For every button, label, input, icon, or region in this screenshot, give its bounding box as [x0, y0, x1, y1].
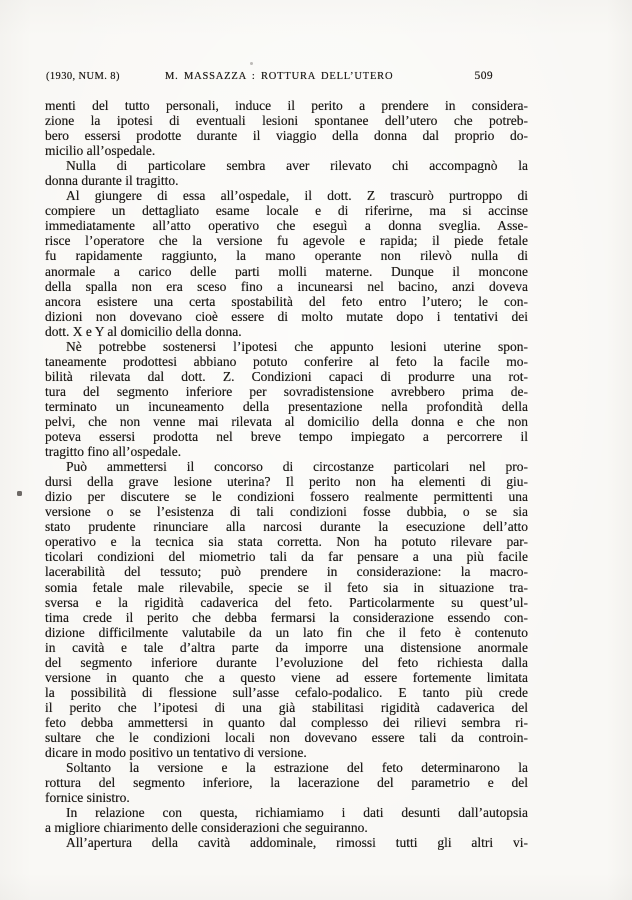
- ink-speck: [250, 62, 253, 65]
- paragraph: [45, 158, 528, 188]
- text-line: stato prudente rinunciare alla narcosi durante la esecuzione dell’atto: [45, 519, 528, 535]
- text-line: ticolari condizioni del miometrio tali da far pensare a una più facile: [45, 549, 528, 565]
- text-line: dizio per discutere se le condizioni fossero realmente permittenti una: [45, 489, 528, 505]
- text-line: Nulla di particolare sembra aver rilevato chi accompagnò la: [66, 158, 528, 174]
- text-line: rottura del segmento inferiore, la lacerazione del parametrio e del: [45, 775, 528, 791]
- text-line: a migliore chiarimento delle considerazioni che seguiranno.: [45, 820, 368, 836]
- text-line: terminato un incuneamento della presentazione nella profondità della: [45, 398, 528, 414]
- text-line: risce l’operatore che la versione fu agevole e rapida; il piede fetale: [45, 233, 528, 249]
- page-body: [45, 98, 528, 850]
- text-line: sultare che le condizioni locali non dovevano essere tali da controin-: [45, 729, 528, 745]
- paragraph: [45, 760, 528, 805]
- paragraph: [45, 805, 528, 835]
- text-line: dott. X e Y al domicilio della donna.: [45, 323, 242, 339]
- text-line: Soltanto la versione e la estrazione del feto determinarono la: [66, 760, 528, 776]
- text-line: versione o se l’esistenza di tali condizioni fosse dubbia, o se sia: [45, 504, 528, 520]
- text-line: ancora esistere una certa spostabilità del feto entro l’utero; le con-: [45, 293, 528, 309]
- text-line: Nè potrebbe sostenersi l’ipotesi che appunto lesioni uterine spon-: [66, 338, 528, 354]
- text-line: feto debba ammettersi in quanto dal complesso dei rilievi sembra ri-: [45, 714, 528, 730]
- text-line: dizioni non dovevano cioè essere di molto mutate dopo i tentativi dei: [45, 308, 528, 324]
- text-line: dicare in modo positivo un tentativo di versione.: [45, 745, 307, 761]
- text-line: poteva essersi prodotta nel breve tempo impiegato a percorrere il: [45, 429, 528, 445]
- running-title: M. MASSAZZA : ROTTURA DELL’UTERO: [165, 71, 394, 82]
- text-line: anormale a carico delle parti molli materne. Dunque il moncone: [45, 263, 528, 279]
- ink-speck: [17, 491, 22, 496]
- text-line: fornice sinistro.: [45, 790, 130, 806]
- running-header: [0, 71, 632, 87]
- text-line: dizione difficilmente valutabile da un lato fin che il feto è contenuto: [45, 624, 528, 640]
- paragraph: [45, 339, 528, 459]
- text-line: immediatamente all’atto operativo che eseguì a donna sveglia. Asse-: [45, 218, 528, 234]
- text-line: il perito che l’ipotesi di una già stabilitasi rigidità cadaverica del: [45, 699, 528, 715]
- text-line: sversa e la rigidità cadaverica del feto. Particolarmente su quest’ul-: [45, 594, 528, 610]
- text-line: del segmento inferiore durante l’evoluzione del feto richiesta dalla: [45, 654, 528, 670]
- text-line: donna durante il tragitto.: [45, 173, 179, 189]
- text-line: in cavità e tale d’altra parte da imporre una distensione anormale: [45, 639, 528, 655]
- text-line: zione la ipotesi di eventuali lesioni spontanee dell’utero che potreb-: [45, 113, 528, 129]
- text-line: micilio all’ospedale.: [45, 143, 156, 159]
- page-number: 509: [474, 70, 493, 82]
- text-line: In relazione con questa, richiamiamo i dati desunti dall’autopsia: [66, 805, 528, 821]
- text-line: tura del segmento inferiore per sovradistensione avrebbero prima de-: [45, 383, 528, 399]
- text-line: menti del tutto personali, induce il perito a prendere in considera-: [45, 98, 528, 113]
- text-line: Può ammettersi il concorso di circostanze particolari nel pro-: [66, 459, 528, 475]
- text-line: la possibilità di flessione sull’asse cefalo-podalico. E tanto più crede: [45, 684, 528, 700]
- text-line: della spalla non era sceso fino a incunearsi nel bacino, anzi doveva: [45, 278, 528, 294]
- text-line: taneamente prodottesi abbiano potuto conferire al feto la facile mo-: [45, 353, 528, 369]
- text-line: fu rapidamente raggiunto, la mano operante non rilevò nulla di: [45, 248, 528, 264]
- text-line: Al giungere di essa all’ospedale, il dott. Z trascurò purtroppo di: [66, 188, 528, 204]
- text-line: operativo e la tecnica sia stata corretta. Non ha potuto rilevare par-: [45, 534, 528, 550]
- text-line: dursi della grave lesione uterina? Il perito non ha elementi di giu-: [45, 474, 528, 490]
- text-line: versione in quanto che a questo viene ad essere fortemente limitata: [45, 669, 528, 685]
- text-line: bero essersi prodotte durante il viaggio della donna dal proprio do-: [45, 128, 528, 144]
- paragraph: [45, 98, 528, 158]
- text-line: somia fetale male rilevabile, specie se il feto sia in situazione tra-: [45, 579, 528, 595]
- text-line: All’apertura della cavità addominale, rimossi tutti gli altri vi-: [66, 835, 528, 851]
- text-line: compiere un dettagliato esame locale e di riferirne, ma si accinse: [45, 203, 528, 219]
- text-line: tragitto fino all’ospedale.: [45, 444, 182, 460]
- journal-citation: (1930, NUM. 8): [46, 71, 120, 82]
- text-line: lacerabilità del tessuto; può prendere in considerazione: la macro-: [45, 564, 528, 580]
- paragraph: [45, 459, 528, 760]
- text-line: bilità rilevata dal dott. Z. Condizioni capaci di produrre una rot-: [45, 368, 528, 384]
- text-line: pelvi, che non venne mai rilevata al domicilio della donna e che non: [45, 413, 528, 429]
- paragraph: [45, 835, 528, 850]
- text-line: tima crede il perito che debba fermarsi la considerazione essendo con-: [45, 609, 528, 625]
- paragraph: [45, 188, 528, 338]
